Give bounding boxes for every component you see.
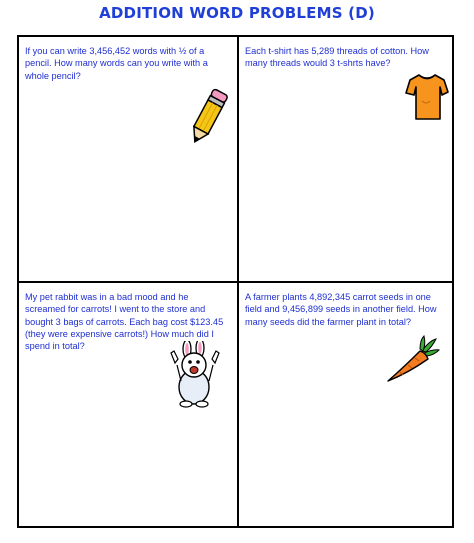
problem-text-1: If you can write 3,456,452 words with ½ of a pencil. How many words can you write with a whole pencil?	[25, 46, 208, 81]
problem-text-4: A farmer plants 4,892,345 carrot seeds in one field and 9,456,899 seeds in another field. How many seeds did the farmer plant in total?	[245, 292, 437, 327]
problem-cell-1	[19, 37, 237, 281]
problem-cell-3	[19, 283, 237, 528]
pencil-icon	[187, 85, 229, 149]
problem-cell-2	[239, 37, 454, 281]
rabbit-icon	[169, 341, 221, 409]
problem-text-2: Each t-shirt has 5,289 threads of cotton. How many threads would 3 t-shrts have?	[245, 46, 429, 69]
carrot-icon	[384, 335, 440, 385]
problem-text-3: My pet rabbit was in a bad mood and he screamed for carrots! I went to the store and bought 3 bags of carrots. Each bag cost $123.45 (they were expensive carrots!) How much did I spend in total?	[25, 292, 224, 352]
tshirt-icon	[404, 71, 450, 123]
worksheet-title: ADDITION WORD PROBLEMS (D)	[99, 4, 375, 22]
problem-grid	[17, 35, 454, 528]
problem-cell-4	[239, 283, 454, 528]
